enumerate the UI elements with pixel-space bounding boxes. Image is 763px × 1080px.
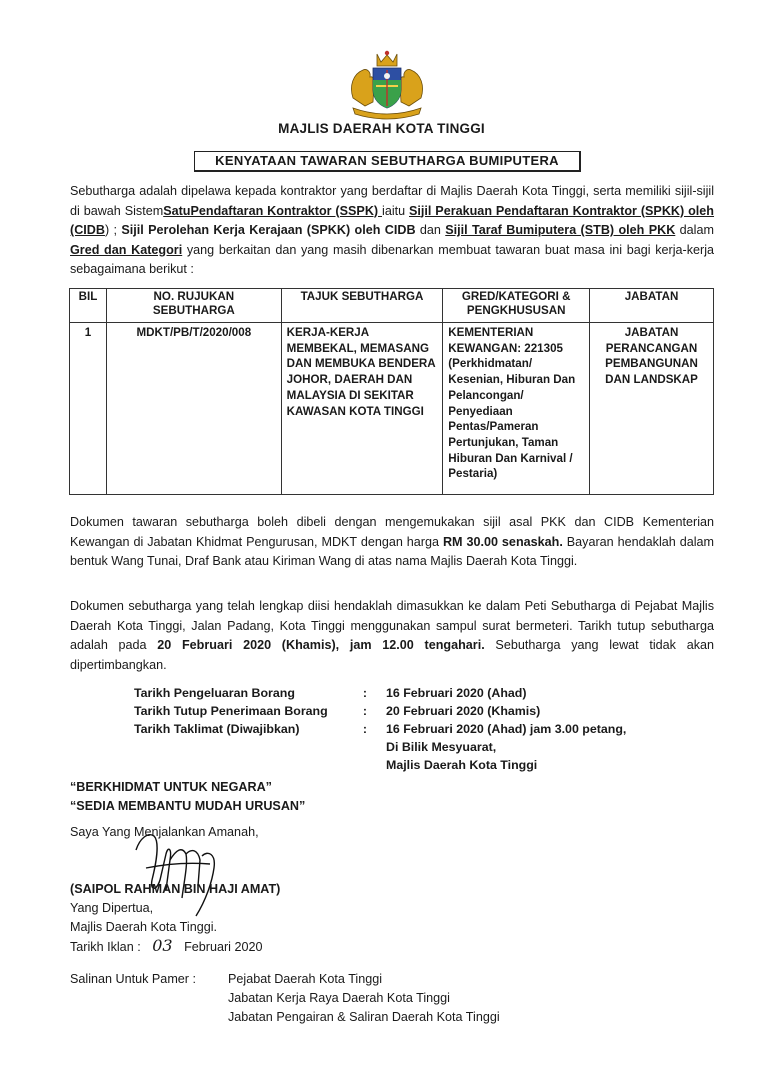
doc-text: Dokumen tawaran sebutharga boleh dibeli dengan mengemukakan sijil asal PKK dan CIDB Kementerian Kewangan di Jabatan Khidmat Pengurusan, MDKT dengan harga — [70, 515, 714, 549]
cell-title: KERJA-KERJA MEMBEKAL, MEMASANG DAN MEMBUKA BENDERA JOHOR, DAERAH DAN MALAYSIA DI SEKITAR KAWASAN KOTA TINGGI — [281, 323, 443, 495]
signatory-position: Yang Dipertua, — [70, 901, 154, 915]
cell-bil: 1 — [70, 323, 107, 495]
signoff-trust: Saya Yang Menjalankan Amanah, — [70, 825, 259, 839]
list-item: Jabatan Kerja Raya Daerah Kota Tinggi — [228, 991, 450, 1005]
mottos — [70, 778, 305, 816]
council-name: MAJLIS DAERAH KOTA TINGGI — [278, 121, 485, 136]
council-crest-logo — [343, 50, 431, 120]
submission-paragraph — [70, 597, 714, 675]
sspk-text: SatuPendaftaran Kontraktor (SSPK) — [163, 203, 383, 218]
date-value: 20 Februari 2020 (Khamis) — [386, 704, 541, 718]
intro-text: ) ; — [104, 223, 122, 237]
col-header-grade: GRED/KATEGORI & PENGKHUSUSAN — [443, 289, 590, 323]
date-row-close — [134, 702, 694, 720]
col-header-dept: JABATAN — [590, 289, 714, 323]
advert-date — [70, 936, 262, 957]
list-item: Pejabat Daerah Kota Tinggi — [228, 972, 383, 986]
col-header-bil: BIL — [70, 289, 107, 323]
signatory-council: Majlis Daerah Kota Tinggi. — [70, 920, 217, 934]
date-label: Tarikh Tutup Penerimaan Borang — [134, 704, 328, 718]
list-item: Jabatan Pengairan & Saliran Daerah Kota Tinggi — [228, 1010, 500, 1024]
date-row-briefing — [134, 720, 694, 738]
signatory-name: (SAIPOL RAHMAN BIN HAJI AMAT) — [70, 882, 281, 896]
notice-title-box — [194, 151, 581, 172]
spkk-text: Sijil Perolehan Kerja Kerajaan (SPKK) oleh CIDB — [121, 223, 416, 237]
motto-1: “BERKHIDMAT UNTUK NEGARA” — [70, 780, 272, 794]
briefing-council: Majlis Daerah Kota Tinggi — [386, 758, 538, 772]
date-row-issue — [134, 684, 694, 702]
intro-text: dalam — [675, 223, 714, 237]
advert-month: Februari 2020 — [184, 940, 263, 954]
intro-text: dan — [415, 223, 446, 237]
tender-table — [69, 288, 714, 495]
table-row — [70, 323, 714, 495]
document-purchase-paragraph — [70, 513, 714, 572]
date-colon: : — [362, 704, 368, 718]
cell-dept: JABATAN PERANCANGAN PEMBANGUNAN DAN LANDSKAP — [590, 323, 714, 495]
date-value: 16 Februari 2020 (Ahad) — [386, 686, 527, 700]
intro-text: yang berkaitan dan yang masih dibenarkan membuat tawaran buat masa ini bagi kerja-kerja sebagaimana berikut : — [70, 242, 714, 276]
intro-text: Sebutharga adalah dipelawa kepada kontraktor yang berdaftar di Majlis Daerah Kota Tinggi, serta memiliki sijil-sijil di bawah Sistem — [70, 184, 714, 218]
table-header-row — [70, 289, 714, 323]
date-value: 16 Februari 2020 (Ahad) jam 3.00 petang, — [386, 722, 627, 736]
notice-title: KENYATAAN TAWARAN SEBUTHARGA BUMIPUTERA — [215, 153, 559, 168]
copies-label: Salinan Untuk Pamer : — [70, 972, 196, 986]
cell-ref: MDKT/PB/T/2020/008 — [106, 323, 281, 495]
advert-date-label: Tarikh Iklan : — [70, 940, 141, 954]
grade-category-text: Gred dan Kategori — [70, 242, 183, 257]
spkk-cidb-text: Sijil Perakuan Pendaftaran Kontraktor (SPKK) oleh (CIDB — [70, 203, 715, 237]
doc-text: Bayaran hendaklah dalam bentuk Wang Tunai, Draf Bank atau Kiriman Wang di atas nama Majlis Daerah Kota Tinggi. — [70, 534, 714, 568]
submit-text: Sebutharga yang lewat tidak akan dipertimbangkan. — [70, 638, 714, 672]
intro-text: iaitu — [382, 203, 410, 218]
date-colon: : — [362, 686, 368, 700]
submit-text: Dokumen sebutharga yang telah lengkap diisi hendaklah dimasukkan ke dalam Peti Sebutharga di Pejabat Majlis Daerah Kota Tinggi, Jalan Padang, Kota Tinggi menggunakan sampul surat bermeteri. Tarikh tutup sebutharga adalah pada — [70, 599, 714, 652]
advert-day-handwritten: 03 — [152, 936, 173, 955]
price-text: RM 30.00 senaskah. — [442, 534, 563, 549]
copies-list — [228, 970, 500, 1027]
stb-text: Sijil Taraf Bumiputera (STB) oleh PKK — [445, 223, 676, 237]
date-colon: : — [362, 722, 368, 736]
date-label: Tarikh Pengeluaran Borang — [134, 686, 295, 700]
col-header-ref: NO. RUJUKAN SEBUTHARGA — [106, 289, 281, 323]
date-label: Tarikh Taklimat (Diwajibkan) — [134, 722, 300, 736]
briefing-venue: Di Bilik Mesyuarat, — [386, 740, 497, 754]
intro-paragraph — [70, 182, 714, 280]
deadline-text: 20 Februari 2020 (Khamis), jam 12.00 tengahari. — [157, 638, 485, 652]
cell-grade: KEMENTERIAN KEWANGAN: 221305 (Perkhidmatan/ Kesenian, Hiburan Dan Pelancongan/ Penyediaan Pentas/Pameran Pertunjukan, Taman Hiburan Dan Karnival / Pestaria) — [443, 323, 590, 495]
dates-block — [134, 684, 694, 774]
motto-2: “SEDIA MEMBANTU MUDAH URUSAN” — [70, 799, 306, 813]
col-header-title: TAJUK SEBUTHARGA — [281, 289, 443, 323]
